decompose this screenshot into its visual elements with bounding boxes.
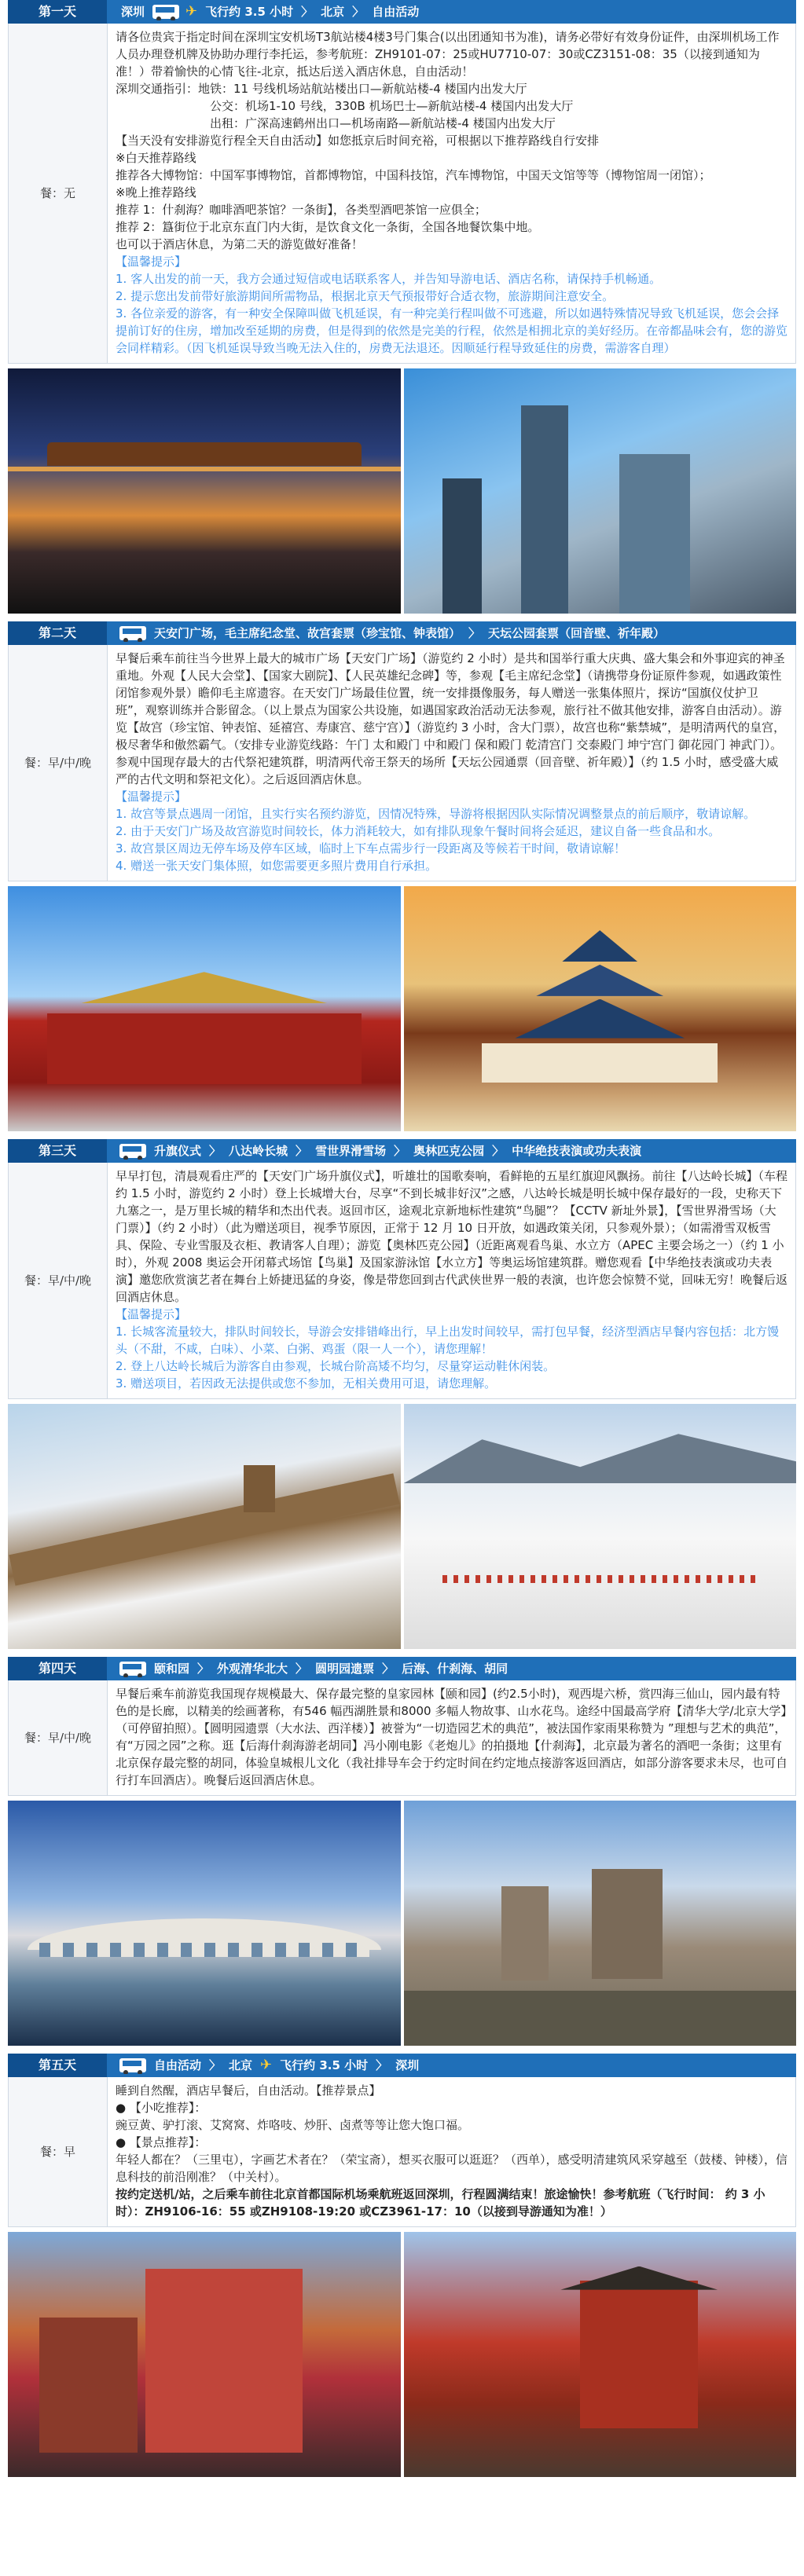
arrow-icon: 〉: [492, 1144, 505, 1158]
arrow-icon: 〉: [468, 626, 481, 640]
tip-item: 2. 由于天安门广场及故宫游览时间较长，体力消耗较大，如有排队现象午餐时间将会延迟，建议自备一些食品和水。: [116, 824, 721, 838]
day-2-header: [8, 621, 796, 645]
day-2: [8, 621, 796, 1131]
paragraph: 推荐各大博物馆：中国军事博物馆，首都博物馆，中国科技馆，汽车博物馆，中国天文馆等等（博物馆周一闭馆）；: [116, 168, 711, 182]
day-4-header: [8, 1657, 796, 1680]
day-description: [108, 645, 795, 881]
route-origin: 北京: [229, 2058, 253, 2072]
tip-item: 1. 长城客流量较大，排队时间较长，导游会安排错峰出行，早上出发时间较早，需打包早餐，经济型酒店早餐内容包括：北方馒头（不甜，不咸，白味）、小菜、白粥、鸡蛋（限一人一个），请您理解！: [116, 1325, 780, 1356]
route-stop: 天安门广场，毛主席纪念堂、故宫套票（珍宝馆、钟表馆）: [154, 626, 461, 640]
route-stop: 八达岭长城: [229, 1144, 288, 1158]
meal-info: 餐：早/中/晚: [9, 645, 108, 881]
tip-item: 3. 赠送项目，若因政无法提供或您不参加，无相关费用可退，请您理解。: [116, 1376, 497, 1391]
tip-item: 1. 故宫等景点遇周一闭馆，且实行实名预约游览，因情况特殊，导游将根据因队实际情况调整景点的前后顺序，敬请谅解。: [116, 807, 756, 821]
paragraph: ※晚上推荐路线: [116, 185, 196, 200]
arrow-icon: 〉: [382, 1662, 395, 1676]
paragraph: 公交：机场1-10 号线，330B 机场巴士—新航站楼-4 楼国内出发大厅: [210, 99, 574, 113]
day-3-photos: [8, 1404, 796, 1649]
paragraph: 深圳交通指引：地铁：11 号线机场站航站楼出口—新航站楼-4 楼国内出发大厅: [116, 82, 527, 96]
tip-item: 1. 客人出发的前一天，我方会通过短信或电话联系客人，并告知导游电话、酒店名称，请保持手机畅通。: [116, 272, 662, 286]
tips: [116, 788, 787, 874]
arrow-icon: 〉: [376, 2058, 388, 2072]
tip-item: 2. 登上八达岭长城后为游客自由参观，长城台阶高矮不均匀，尽量穿运动鞋休闲装。: [116, 1359, 556, 1373]
paragraph: 出租：广深高速鹤州出口—机场南路—新航站楼-4 楼国内出发大厅: [210, 116, 556, 130]
temple-of-heaven-photo: [404, 886, 797, 1131]
day-description: [108, 24, 795, 363]
arrow-icon: 〉: [352, 5, 365, 19]
day-description: [108, 1163, 795, 1398]
hutong-bell-tower-photo: [404, 2232, 797, 2477]
bus-icon: [119, 626, 146, 640]
day-description: [108, 1680, 795, 1795]
route-stop: 雪世界滑雪场: [315, 1144, 387, 1158]
route-activity: 自由活动: [372, 5, 420, 19]
tip-item: 3. 各位亲爱的游客，有一种安全保障叫做飞机延误，有一种完美行程叫做不可逃避，所以如遇特殊情况导致飞机延误，您会会择提前订好的住房，增加改至延期的房费，但是得到的依然是完美的行程，依然是相拥北京的美好经历。在帝都晶味会有，您的游览会同样精彩。（因飞机延误导致当晚无法入住的，房费无法退还。因顺延行程导致延住的房费，需游客自理）: [116, 306, 788, 355]
day-3: [8, 1139, 796, 1649]
route: [107, 1660, 512, 1677]
day-2-body: [8, 645, 796, 881]
day-5-body: [8, 2077, 796, 2227]
arrow-icon: 〉: [301, 5, 314, 19]
tips: [116, 253, 787, 357]
route: [107, 625, 670, 642]
paragraph: 【当天没有安排游览行程全天自由活动】如您抵京后时间充裕，可根据以下推荐路线自行安排: [116, 134, 600, 148]
day-2-photos: [8, 886, 796, 1131]
paragraph: 年轻人都在？（三里屯），字画艺术者在？（荣宝斋），想买衣服可以逛逛？（西单），感受明清建筑风采穿越至（鼓楼、钟楼），信息科技的前沿刚准？（中关村）。: [116, 2153, 788, 2184]
day-label: 第三天: [8, 1139, 107, 1163]
route-stop: 奥林匹克公园: [413, 1144, 485, 1158]
day-4-photos: [8, 1801, 796, 2046]
meal-info: 餐：无: [9, 24, 108, 363]
day-4-body: [8, 1680, 796, 1796]
paragraph: 早餐后乘车前游览我国现存规模最大、保存最完整的皇家园林【颐和园】(约2.5小时)，观西堤六桥，赏四海三仙山，园内最有特色的是长廊，以精美的绘画著称，有546 幅西湖胜景和8000 多幅人物故事、山水花鸟。途经中国最高学府【清华大学/北京大学】（可停留拍照）。【圆明园遗票（大水法、西洋楼）】被誉为“一切造园艺术的典范”，被法国作家雨果称赞为 ”理想与艺术的典范”，有“万园之园”之称。逛【后海什刹海游老胡同】冯小刚电影《老炮儿》的拍摄地【什刹海】，北京最为著名的酒吧一条街；这里有北京保存最完整的胡同，体验皇城根儿文化（我社排导车会于约定时间在约定地点接游客返回酒店，如部分游客要求未尽，也可自行打车回酒店）。晚餐后返回酒店休息。: [116, 1687, 788, 1787]
day-5: [8, 2054, 796, 2477]
day-description: [108, 2077, 795, 2226]
day-label: 第五天: [8, 2054, 107, 2077]
day-1-body: [8, 24, 796, 364]
paragraph: 豌豆黄、驴打滚、艾窝窝、炸咯吱、炒肝、卤煮等等让您大饱口福。: [116, 2118, 470, 2132]
route-stop: 中华绝技表演或功夫表演: [512, 1144, 642, 1158]
route-destination: 深圳: [395, 2058, 420, 2072]
day-1-header: [8, 0, 796, 24]
bus-icon: [119, 1662, 146, 1676]
tips: [116, 1306, 787, 1392]
day-1: [8, 0, 796, 614]
yuanmingyuan-ruins-photo: [404, 1801, 797, 2046]
day-label: 第二天: [8, 621, 107, 645]
route-stop: 颐和园: [154, 1662, 190, 1676]
paragraph: 推荐 1：什刹海？咖啡酒吧茶馆？一条街】，各类型酒吧茶馆一应俱全；: [116, 203, 486, 217]
day-label: 第四天: [8, 1657, 107, 1680]
day-3-body: [8, 1163, 796, 1399]
great-wall-photo: [8, 1404, 401, 1649]
paragraph: 也可以于酒店休息，为第二天的游览做好准备！: [116, 237, 364, 251]
paragraph: 推荐 2：簋街位于北京东直门内大街，是饮食文化一条街，全国各地餐饮集中地。: [116, 220, 540, 234]
route: [107, 2057, 424, 2074]
arrow-icon: 〉: [296, 1662, 308, 1676]
paragraph: 睡到自然醒，酒店早餐后，自由活动。【推荐景点】: [116, 2083, 381, 2098]
route-stop: 升旗仪式: [154, 1144, 202, 1158]
night-lake-photo: [8, 368, 401, 614]
day-1-photos: [8, 368, 796, 614]
arrow-icon: 〉: [394, 1144, 406, 1158]
ski-resort-photo: [404, 1404, 797, 1649]
day-label: 第一天: [8, 0, 107, 24]
meal-info: 餐：早: [9, 2077, 108, 2226]
tip-item: 3. 故宫景区周边无停车场及停车区域，临时上下车点需步行一段距离及等候若干时间，敬请谅解！: [116, 841, 626, 856]
tip-item: 4. 赠送一张天安门集体照，如您需要更多照片费用自行承担。: [116, 859, 438, 873]
arrow-icon: 〉: [209, 2058, 222, 2072]
bus-icon: [119, 2058, 146, 2072]
day-4: [8, 1657, 796, 2046]
bus-icon: [119, 1144, 146, 1158]
skyscraper-photo: [404, 368, 797, 614]
arrow-icon: 〉: [296, 1144, 308, 1158]
tip-item: 2. 提示您出发前带好旅游期间所需物品，根据北京天气预报带好合适衣物，旅游期间注意安全。: [116, 289, 615, 303]
paragraph: ● 【景点推荐】：: [116, 2135, 207, 2149]
paragraph: ● 【小吃推荐】：: [116, 2101, 207, 2115]
day-3-header: [8, 1139, 796, 1163]
arrow-icon: 〉: [197, 1662, 210, 1676]
meal-info: 餐：早/中/晚: [9, 1163, 108, 1398]
route-flight-duration: 飞行约 3.5 小时: [205, 5, 294, 19]
shopping-street-photo: [8, 2232, 401, 2477]
day-5-photos: [8, 2232, 796, 2477]
route-flight-duration: 飞行约 3.5 小时: [280, 2058, 369, 2072]
plane-icon: ✈: [260, 2057, 273, 2073]
tips-title: 【温馨提示】: [116, 1307, 187, 1321]
route-stop: 圆明园遗票: [315, 1662, 375, 1676]
paragraph: 请各位贵宾于指定时间在深圳宝安机场T3航站楼4楼3号门集合(以出团通知书为准)，请务必带好有效身份证件，由深圳机场工作人员办理登机牌及协助办理行李托运，参考航班：ZH9101-07：25或HU7710-07：30或CZ3151-08：35（以接到通知为准！）带着愉快的心情飞往-北京，抵达后送入酒店休息，自由活动！: [116, 30, 780, 79]
meal-info: 餐：早/中/晚: [9, 1680, 108, 1795]
tiananmen-photo: [8, 886, 401, 1131]
route-activity: 自由活动: [154, 2058, 202, 2072]
plane-icon: ✈: [185, 3, 198, 20]
paragraph: 按约定送机/站，之后乘车前往北京首都国际机场乘航班返回深圳，行程圆满结束！旅途愉快！参考航班（飞行时间： 约 3 小时）：ZH9106-16：55 或ZH9108-19:20 或CZ3961-17：10（以接到导游通知为准！）: [116, 2187, 765, 2219]
paragraph: ※白天推荐路线: [116, 151, 196, 165]
arrow-icon: 〉: [209, 1144, 222, 1158]
route-stop: 外观清华北大: [217, 1662, 288, 1676]
day-5-header: [8, 2054, 796, 2077]
paragraph: 早早打包，清晨观看庄严的【天安门广场升旗仪式】，听雄壮的国歌奏响，看鲜艳的五星红旗迎风飘扬。前往【八达岭长城】（车程约 1.5 小时，游览约 2 小时）登上长城增大台，尽享“不到长城非好汉”之感，八达岭长城是明长城中保存最好的一段，史称天下九塞之一，是万里长城的精华和杰出代表。返回市区，途观北京新地标性建筑“鸟腿”？【CCTV 新址外景】，【雪世界滑雪场（大门票）】（约 2 小时）（此为赠送项目，视季节原因，正常于 12 月 10 日开放，如遇政策关闭，只参观外景）；（如需滑雪双板雪具、保险、专业雪服及衣柜、教请客人自理）；游览【奥林匹克公园】（近距离观看鸟巢、水立方（APEC 主要会场之一）（约 1 小时），外观 2008 奥运会开闭幕式场馆【鸟巢】及国家游泳馆【水立方】等奥运场馆建筑群。赠您观看【中华绝技表演或功夫表演】邀您欣赏演艺者在舞台上娇捷迅猛的身姿，像是带您回到古代武侠世界一般的表演，也许您会惊赞不觉，回味无穷！晚餐后返回酒店休息。: [116, 1169, 788, 1304]
paragraph: 早餐后乘车前往当今世界上最大的城市广场【天安门广场】（游览约 2 小时）是共和国举行重大庆典、盛大集会和外事迎宾的神圣重地。外观【人民大会堂】、【国家大剧院】、【人民英雄纪念碑】等，参观【毛主席纪念堂】（请携带身份证原件参观，如遇政策性闭馆参观外景）瞻仰毛主席遗容。在天安门广场最佳位置，统一安排摄像服务，每人赠送一张集体照片，探访“国旗仪仗护卫班”，观察训练并合影留念。（以上景点为国家公共设施，如遇国家政治活动无法参观，旅行社不做其他安排，游客自由活动）。游览【故宫（珍宝馆、钟表馆、延禧宫、寿康宫、慈宁宫）】（游览约 3 小时，含大门票），故宫也称“紫禁城”，是明清两代的皇宫，极尽奢华和傲然霸气。（安排专业游览线路：午门 太和殿门 中和殿门 保和殿门 乾清宫门 交泰殿门 坤宁宫门 御花园门 神武门）。参观中国现存最大的古代祭祀建筑群，明清两代帝王祭天的场所【天坛公园通票（回音壁、祈年殿）】（约 1.5 小时，感受盛大威严的古代文明和祭祀文化）。之后返回酒店休息。: [116, 651, 786, 786]
route: [107, 3, 424, 20]
seventeen-arch-bridge-photo: [8, 1801, 401, 2046]
tips-title: 【温馨提示】: [116, 255, 187, 269]
route-origin: 深圳: [121, 5, 145, 19]
route-destination: 北京: [321, 5, 345, 19]
route: [107, 1142, 646, 1160]
bus-icon: [152, 5, 179, 19]
route-stop: 后海、什刹海、胡同: [402, 1662, 508, 1676]
tips-title: 【温馨提示】: [116, 790, 187, 804]
route-stop: 天坛公园套票（回音壁、祈年殿）: [488, 626, 666, 640]
